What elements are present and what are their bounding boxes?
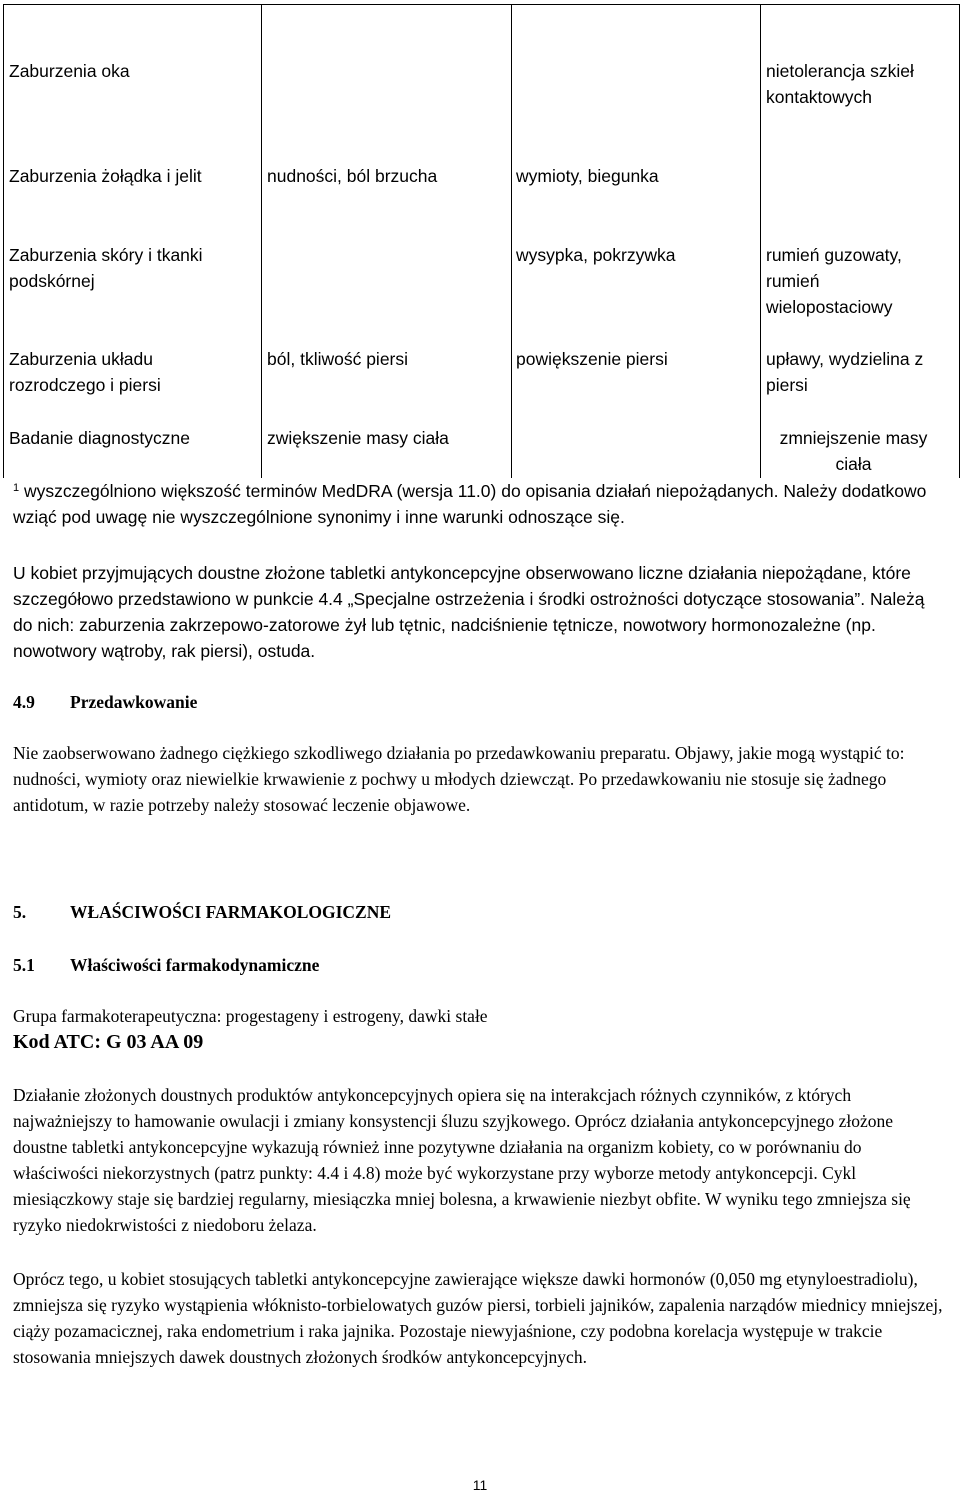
table-cell-uncommon: powiększenie piersi xyxy=(516,349,668,369)
table-cell-uncommon: wysypka, pokrzywka xyxy=(516,245,676,265)
atc-code: Kod ATC: G 03 AA 09 xyxy=(13,1031,204,1053)
section-heading-5 xyxy=(13,899,948,925)
section-number: 4.9 xyxy=(13,692,35,712)
table-cell-organ-class: Zaburzenia skóry i tkanki podskórnej xyxy=(9,245,203,291)
paragraph-overdose: Nie zaobserwowano żadnego ciężkiego szkodliwego działania po przedawkowaniu preparatu. Objawy, jakie mogą wystąpić to: nudności, wymioty oraz niewielkie krwawienie z pochwy u młodych dziewcząt. Po przedawkowaniu nie stosuje się żadnego antidotum, w razie potrzeby należy stosować leczenie objawowe. xyxy=(13,743,905,815)
table-cell-common: ból, tkliwość piersi xyxy=(267,349,409,369)
section-number: 5.1 xyxy=(13,955,35,975)
page-number: 11 xyxy=(472,1477,488,1493)
table-cell-uncommon: wymioty, biegunka xyxy=(516,166,659,186)
table-cell-rare: nietolerancja szkieł kontaktowych xyxy=(766,61,914,107)
section-title: Przedawkowanie xyxy=(70,692,198,712)
table-cell-rare: rumień guzowaty, rumień wielopostaciowy xyxy=(766,245,902,317)
paragraph-mechanism: Działanie złożonych doustnych produktów antykoncepcyjnych opiera się na interakcjach różnych czynników, z których najważniejszy to hamowanie owulacji i zmiany konsystencji śluzu szyjkowego. Oprócz działania antykoncepcyjnego złożone doustne tabletki antykoncepcyjne wykazują również inne pozytywne działania na organizm kobiety, co w porównaniu do właściwości niekorzystnych (patrz punkty: 4.4 i 4.8) może być wykorzystane przy wyborze metody antykoncepcji. Cykl miesiączkowy staje się bardziej regularny, miesiączka mniej bolesna, a krwawienie niezbyt obfite. W wyniku tego zmniejsza się ryzyko niedokrwistości z niedoboru żelaza. xyxy=(13,1085,911,1235)
section-heading-5-1 xyxy=(13,952,948,978)
section-title: WŁAŚCIWOŚCI FARMAKOLOGICZNE xyxy=(70,902,392,922)
table-column-divider xyxy=(511,5,512,478)
paragraph-adverse-summary: U kobiet przyjmujących doustne złożone tabletki antykoncepcyjne obserwowano liczne działania niepożądane, które szczegółowo przedstawiono w punkcie 4.4 „Specjalne ostrzeżenia i środki ostrożności dotyczące stosowania”. Należą do nich: zaburzenia zakrzepowo-zatorowe żył lub tętnic, nadciśnienie tętnicze, nowotwory hormonozależne (np. nowotwory wątroby, rak piersi), ostuda. xyxy=(13,563,925,661)
table-footnote xyxy=(13,478,948,530)
section-title: Właściwości farmakodynamiczne xyxy=(70,955,320,975)
table-cell-rare: upławy, wydzielina z piersi xyxy=(766,349,924,395)
footnote-marker: 1 xyxy=(13,482,20,494)
table-cell-rare: zmniejszenie masy ciała xyxy=(779,428,928,474)
table-cell-organ-class: Zaburzenia żołądka i jelit xyxy=(9,166,202,186)
section-heading-4-9 xyxy=(13,689,948,715)
footnote-text: wyszczególniono większość terminów MedDRA (wersja 11.0) do opisania działań niepożądanych. Należy dodatkowo wziąć pod uwagę nie wyszczególnione synonimy i inne warunki odnoszące się. xyxy=(13,481,927,527)
section-number: 5. xyxy=(13,902,27,922)
paragraph-additional-benefits: Oprócz tego, u kobiet stosujących tabletki antykoncepcyjne zawierające większe dawki hormonów (0,050 mg etynyloestradiolu), zmniejsza się ryzyko wystąpienia włóknisto-torbielowatych guzów piersi, torbieli jajników, zapalenia narządów miednicy mniejszej, ciąży pozamacicznej, raka endometrium i raka jajnika. Pozostaje niewyjaśnione, czy podobna korelacja występuje w trakcie stosowania mniejszych dawek doustnych złożonych środków antykoncepcyjnych. xyxy=(13,1269,943,1367)
table-cell-organ-class: Zaburzenia oka xyxy=(9,61,130,81)
table-cell-common: zwiększenie masy ciała xyxy=(267,428,449,448)
pharmacotherapeutic-group: Grupa farmakoterapeutyczna: progestageny i estrogeny, dawki stałe xyxy=(13,1006,488,1026)
table-column-divider xyxy=(760,5,761,478)
table-column-divider xyxy=(261,5,262,478)
table-cell-organ-class: Badanie diagnostyczne xyxy=(9,428,190,448)
table-cell-common: nudności, ból brzucha xyxy=(267,166,438,186)
table-cell-organ-class: Zaburzenia układu rozrodczego i piersi xyxy=(9,349,161,395)
